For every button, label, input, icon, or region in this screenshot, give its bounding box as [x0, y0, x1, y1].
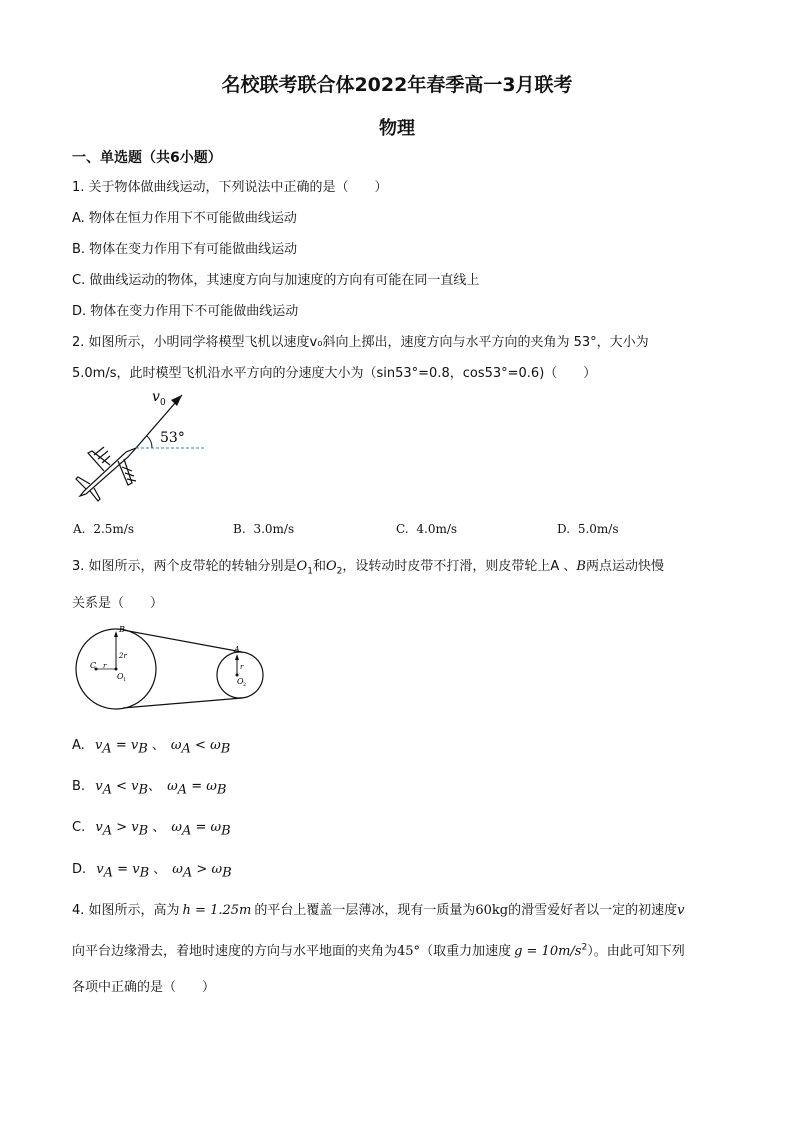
q2-option-a-value: 2.5m/s	[93, 522, 134, 536]
q2-stem-line1: 2. 如图所示，小明同学将模型飞机以速度v₀斜向上掷出，速度方向与水平方向的夹角为 53°，大小为	[72, 335, 649, 350]
q2-option-c	[396, 522, 457, 536]
q2-option-a	[73, 522, 134, 536]
separator: 、	[149, 862, 167, 877]
q3-option-d	[72, 858, 232, 881]
q2-option-a-letter: A.	[73, 522, 86, 536]
option-letter: A.	[72, 738, 85, 753]
subject-title: 物理	[379, 118, 415, 139]
q4-text-b: 的平台上覆盖一层薄冰，现有一质量为	[254, 903, 476, 918]
q3-option-b	[72, 775, 226, 798]
v-symbol: v	[131, 820, 139, 835]
v-symbol: v	[95, 779, 103, 794]
q2-option-c-value: 4.0m/s	[416, 522, 458, 536]
omega-subscript: B	[216, 782, 227, 798]
option-letter: B.	[72, 779, 86, 794]
omega-subscript: B	[221, 823, 231, 839]
label-c: C	[90, 661, 97, 670]
label-o1-sub: 1	[123, 677, 127, 683]
v-subscript: A	[102, 782, 112, 798]
q3-and-text: 和	[312, 559, 326, 574]
label-o2: O	[237, 677, 244, 686]
label-o1: O	[117, 672, 124, 681]
airplane-icon	[76, 447, 136, 501]
q3-pulley-figure	[70, 622, 265, 714]
q4-text-c: 的滑雪爱好者以一定的初速度	[508, 903, 678, 918]
omega-symbol: ω	[167, 779, 178, 794]
q1-option-b: B. 物体在变力作用下有可能做曲线运动	[72, 242, 298, 257]
label-small-r: r	[240, 663, 244, 671]
v-symbol: v	[96, 862, 104, 877]
separator: 、	[147, 738, 165, 753]
relation: <	[190, 738, 211, 753]
q4-text-a: 4. 如图所示，高为	[72, 903, 180, 918]
q1-option-a: A. 物体在恒力作用下不可能做曲线运动	[72, 211, 297, 226]
q4-stem-line2	[72, 940, 685, 959]
omega-subscript: A	[181, 823, 192, 839]
relation: >	[192, 862, 212, 877]
v-subscript: B	[138, 782, 149, 798]
q1-option-d: D. 物体在变力作用下不可能做曲线运动	[72, 304, 299, 319]
q4-text-d: 向平台边缘滑去，着地时速度的方向与水平地面的夹角为	[72, 944, 398, 959]
q4-text-f: ）。由此可知下列	[587, 944, 685, 959]
o1-subscript: 1	[307, 566, 313, 577]
q2-option-b-value: 3.0m/s	[253, 522, 295, 536]
omega-symbol: ω	[206, 779, 217, 794]
v-subscript: A	[102, 823, 113, 839]
exam-title: 名校联考联合体2022年春季高一3月联考	[221, 74, 573, 96]
omega-symbol: ω	[171, 820, 182, 835]
v-subscript: B	[138, 741, 148, 757]
height-value: h = 1.25m	[182, 903, 252, 918]
q2-airplane-figure	[70, 385, 220, 510]
q2-option-d-letter: D.	[557, 522, 571, 536]
option-letter: C.	[72, 820, 86, 835]
omega-subscript: B	[222, 865, 232, 881]
omega-subscript: B	[220, 741, 231, 757]
section-heading: 一、单选题（共6小题）	[72, 150, 222, 166]
angle-arc	[147, 436, 152, 448]
relation: =	[191, 820, 211, 835]
omega-symbol: ω	[210, 820, 222, 835]
q1-option-c: C. 做曲线运动的物体，其速度方向与加速度的方向有可能在同一直线上	[72, 273, 480, 288]
v-subscript: B	[138, 823, 149, 839]
relation: >	[112, 820, 132, 835]
q4-stem-line1	[72, 899, 685, 918]
omega-symbol: ω	[170, 738, 182, 753]
label-a: A	[234, 645, 240, 654]
omega-symbol: ω	[210, 738, 221, 753]
q4-stem-line3: 各项中正确的是（ ）	[72, 980, 216, 995]
small-pulley	[217, 652, 263, 698]
q3-stem-line1	[72, 555, 664, 577]
q2-option-d	[557, 522, 619, 536]
v-symbol: v	[131, 779, 139, 794]
relation: =	[113, 862, 133, 877]
radius-arrow-icon	[114, 631, 118, 637]
q1-stem: 1. 关于物体做曲线运动，下列说法中正确的是（ ）	[72, 180, 388, 195]
v-symbol: v	[132, 862, 140, 877]
q3-stem-text-c: 两点运动快慢	[585, 559, 664, 574]
omega-subscript: A	[181, 741, 191, 757]
q2-option-b	[233, 522, 294, 536]
q2-option-b-letter: B.	[233, 522, 246, 536]
q2-option-d-value: 5.0m/s	[577, 522, 619, 536]
separator: 、	[148, 779, 162, 794]
o2-subscript: 2	[336, 566, 343, 577]
separator: 、	[148, 820, 166, 835]
q2-stem-line2: 5.0m/s，此时模型飞机沿水平方向的分速度大小为（sin53°=0.8，cos53°=0.6)（ ）	[72, 366, 597, 381]
omega-subscript: A	[177, 782, 188, 798]
center-o1	[115, 668, 118, 671]
small-radius-arrow-icon	[235, 654, 239, 660]
q3-stem-text-a: 3. 如图所示，两个皮带轮的转轴分别是	[72, 559, 297, 574]
relation: =	[111, 738, 131, 753]
b-point-symbol: B	[576, 559, 586, 574]
angle-label: 53°	[160, 430, 185, 446]
omega-symbol: ω	[172, 862, 183, 877]
mass-value: 60kg	[475, 903, 509, 918]
arrow-head-icon	[171, 395, 182, 406]
label-2r: 2r	[119, 652, 127, 660]
o1-symbol: O	[296, 559, 308, 574]
label-o2-sub: 2	[243, 682, 247, 688]
gravity-exponent: 2	[581, 942, 588, 953]
q4-text-e: （取重力加速度	[420, 944, 512, 959]
v-subscript: B	[139, 865, 150, 881]
belt-bottom	[123, 698, 242, 708]
omega-symbol: ω	[211, 862, 223, 877]
omega-subscript: A	[182, 865, 193, 881]
q3-option-a	[72, 734, 230, 757]
v0-label: v	[152, 389, 160, 405]
relation: <	[111, 779, 132, 794]
q2-option-c-letter: C.	[396, 522, 409, 536]
v-subscript: A	[102, 741, 112, 757]
angle-value: 45°	[397, 944, 421, 959]
relation: =	[187, 779, 207, 794]
q3-option-c	[72, 816, 231, 839]
v-symbol: v	[677, 903, 685, 918]
option-letter: D.	[72, 862, 87, 877]
v-symbol: v	[94, 738, 103, 753]
v-symbol: v	[95, 820, 103, 835]
belt-top	[123, 630, 242, 652]
v0-subscript: 0	[160, 398, 166, 408]
o2-symbol: O	[325, 559, 337, 574]
label-r: r	[103, 662, 107, 670]
q3-stem-text-b: ，设转动时皮带不打滑，则皮带轮上A 、	[342, 559, 577, 574]
label-b: B	[119, 625, 125, 634]
v-symbol: v	[130, 738, 139, 753]
q3-stem-line2: 关系是（ ）	[72, 596, 164, 611]
v-subscript: A	[103, 865, 114, 881]
gravity-value: g = 10m/s	[514, 944, 582, 959]
